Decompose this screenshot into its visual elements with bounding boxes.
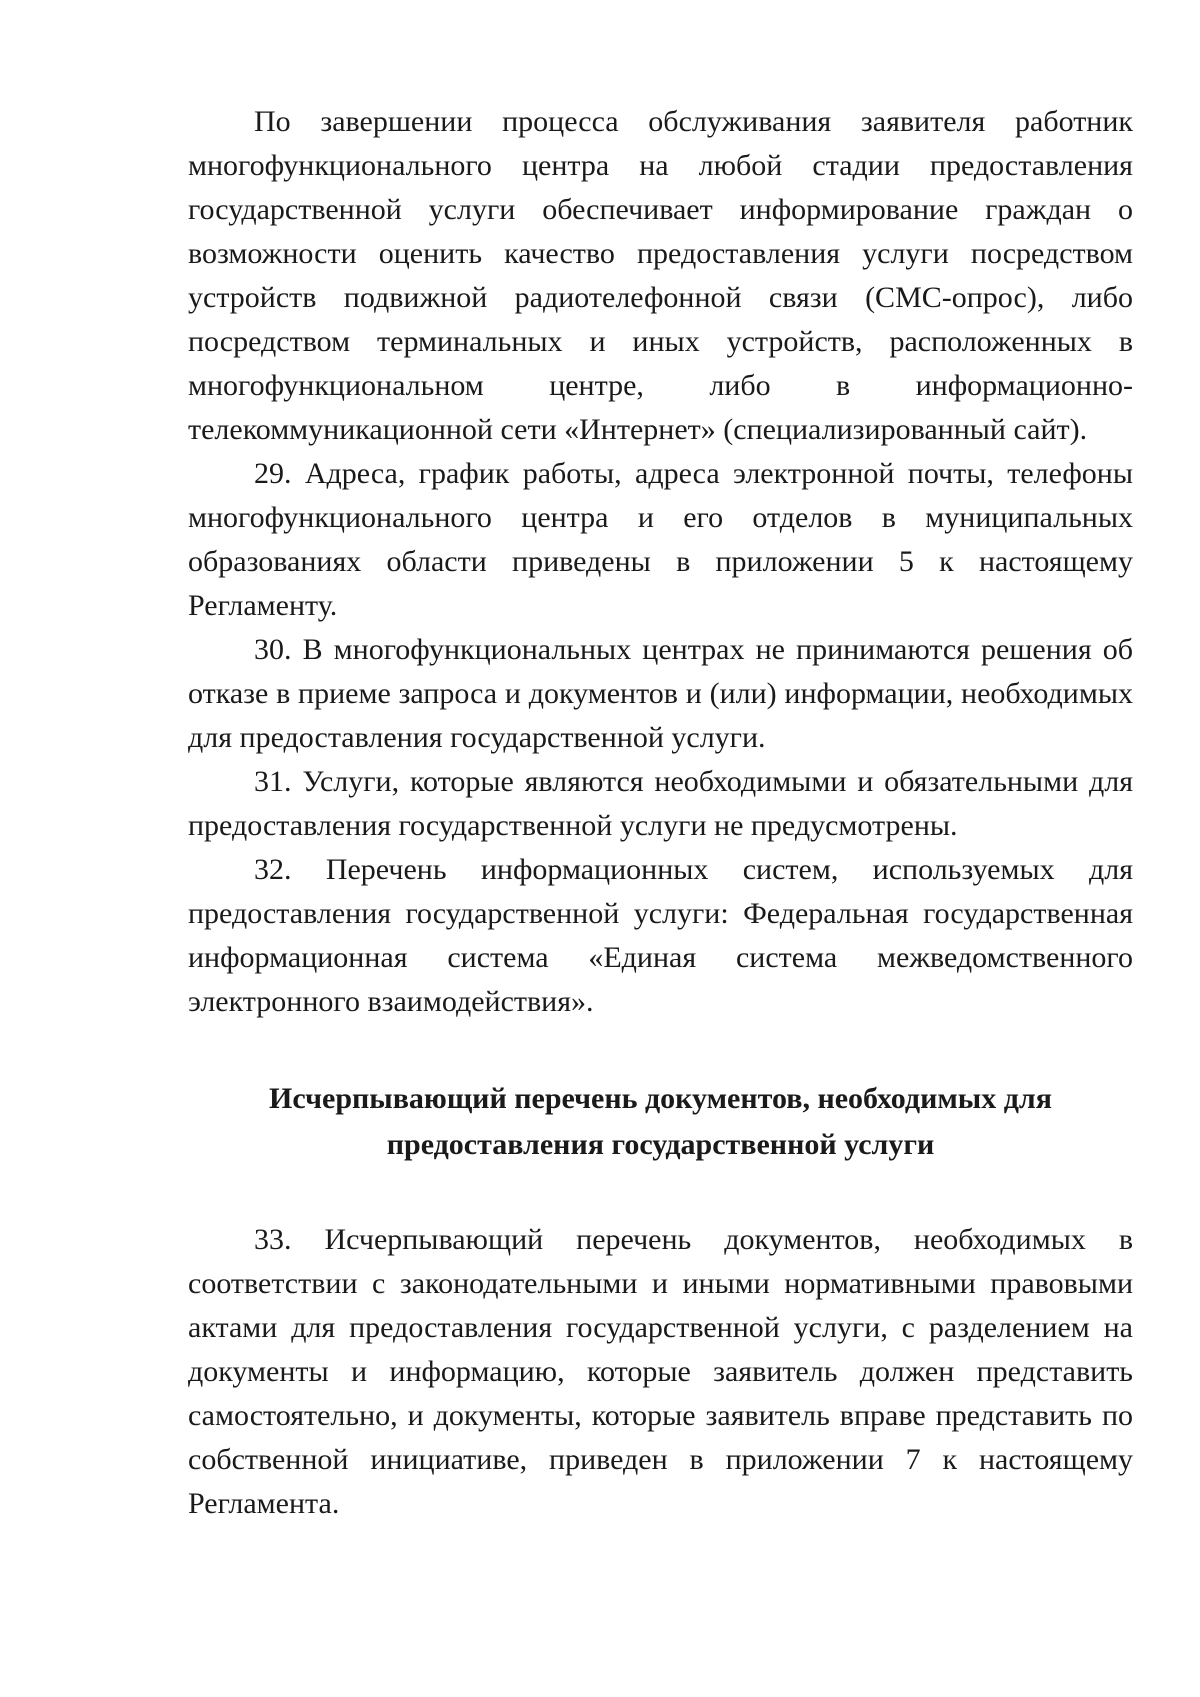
document-body xyxy=(188,100,1133,1526)
section-heading-line-1: Исчерпывающий перечень документов, необходимых для xyxy=(269,1082,1052,1115)
section-heading-line-2: предоставления государственной услуги xyxy=(386,1128,935,1161)
paragraph-31: 31. Услуги, которые являются необходимыми и обязательными для предоставления государственной услуги не предусмотрены. xyxy=(188,765,1133,842)
paragraph-mfc-service-quality: По завершении процесса обслуживания заявителя работник многофункционального центра на любой стадии предоставления государственной услуги обеспечивает информирование граждан о возможности оценить качество предоставления услуги посредством устройств подвижной радиотелефонной связи (СМС-опрос), либо посредством терминальных и иных устройств, расположенных в многофункциональном центре, либо в информационно-телекоммуникационной сети «Интернет» (специализированный сайт). xyxy=(188,105,1133,446)
paragraph-29: 29. Адреса, график работы, адреса электронной почты, телефоны многофункционального центра и его отделов в муниципальных образованиях области приведены в приложении 5 к настоящему Регламенту. xyxy=(188,457,1133,622)
paragraph-30: 30. В многофункциональных центрах не принимаются решения об отказе в приеме запроса и документов и (или) информации, необходимых для предоставления государственной услуги. xyxy=(188,633,1133,754)
paragraph-32: 32. Перечень информационных систем, используемых для предоставления государственной услуги: Федеральная государственная информационная система «Единая система межведомственного электронного взаимодействия». xyxy=(188,853,1133,1018)
paragraph-33: 33. Исчерпывающий перечень документов, необходимых в соответствии с законодательными и иными нормативными правовыми актами для предоставления государственной услуги, с разделением на документы и информацию, которые заявитель должен представить самостоятельно, и документы, которые заявитель вправе представить по собственной инициативе, приведен в приложении 7 к настоящему Регламента. xyxy=(188,1223,1133,1520)
section-heading xyxy=(188,1076,1133,1168)
